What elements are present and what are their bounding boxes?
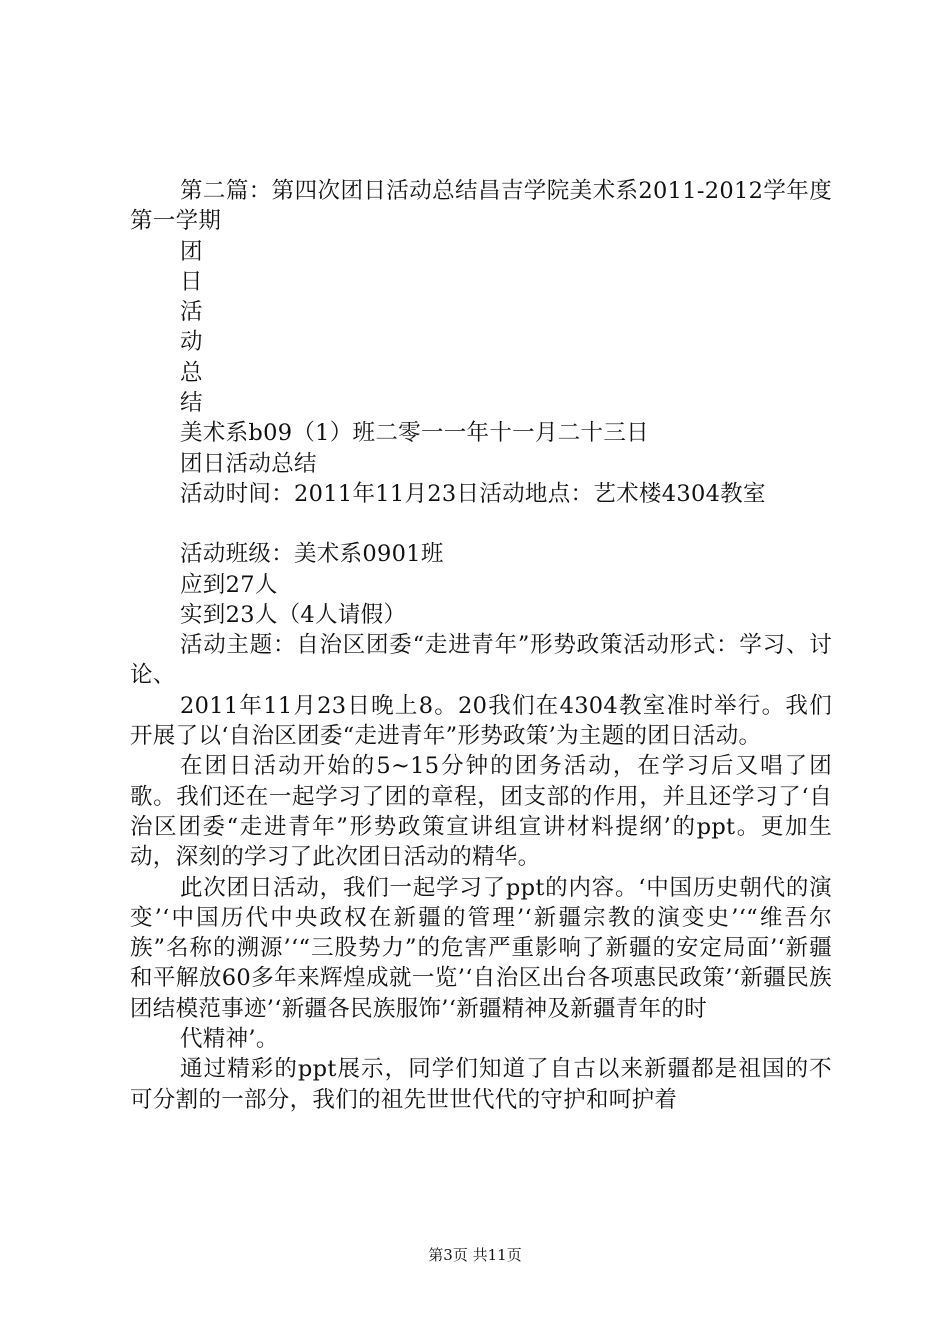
activity-time-place: 活动时间：2011年11月23日活动地点：艺术楼4304教室 [180, 480, 766, 507]
expected-count: 应到27人 [180, 571, 278, 598]
actual-count: 实到23人（4人请假） [180, 601, 407, 628]
activity-theme: 活动主题：自治区团委“走进青年”形势政策活动形式：学习、讨论、 [130, 632, 832, 689]
paragraph-3: 此次团日活动，我们一起学习了ppt的内容。‘中国历史朝代的演变’‘中国历代中央政权在新疆的管理’‘新疆宗教的演变史’‘“维吾尔族”名称的溯源’‘“三股势力”的危害严重影响了新疆的安定局面’‘新疆和平解放60多年来辉煌成就一览’‘自治区出台各项惠民政策’‘新疆民族团结模范事迹’‘新疆各民族服饰’‘新疆精神及新疆青年的时 [130, 874, 832, 1022]
vertical-char: 日 [180, 268, 203, 295]
document-title-line: 第二篇：第四次团日活动总结昌吉学院美术系2011-2012学年度第一学期 [130, 178, 832, 235]
document-body [130, 176, 832, 1115]
paragraph-1: 2011年11月23日晚上8。20我们在4304教室准时举行。我们开展了以‘自治区团委“走进青年”形势政策’为主题的团日活动。 [130, 692, 832, 750]
vertical-char: 动 [180, 329, 203, 356]
paragraph-2: 在团日活动开始的5~15分钟的团务活动，在学习后又唱了团歌。我们还在一起学习了团的章程，团支部的作用，并且还学习了‘自治区团委“走进青年”形势政策宣讲组宣讲材料提纲’的ppt。更加生动，深刻的学习了此次团日活动的精华。 [130, 753, 832, 871]
activity-class: 活动班级：美术系0901班 [180, 541, 444, 568]
vertical-char: 总 [180, 359, 203, 386]
vertical-char: 活 [180, 299, 203, 326]
subtitle: 团日活动总结 [180, 450, 317, 477]
vertical-char: 团 [180, 238, 203, 265]
paragraph-3-end: 代精神’。 [180, 1026, 279, 1053]
page-footer: 第3页 共11页 [428, 1246, 522, 1264]
paragraph-4: 通过精彩的ppt展示，同学们知道了自古以来新疆都是祖国的不可分割的一部分，我们的祖先世世代代的守护和呵护着 [130, 1056, 832, 1113]
class-date-line: 美术系b09（1）班二零一一年十一月二十三日 [180, 420, 649, 447]
blank-line [130, 509, 832, 539]
vertical-char: 结 [180, 390, 203, 417]
